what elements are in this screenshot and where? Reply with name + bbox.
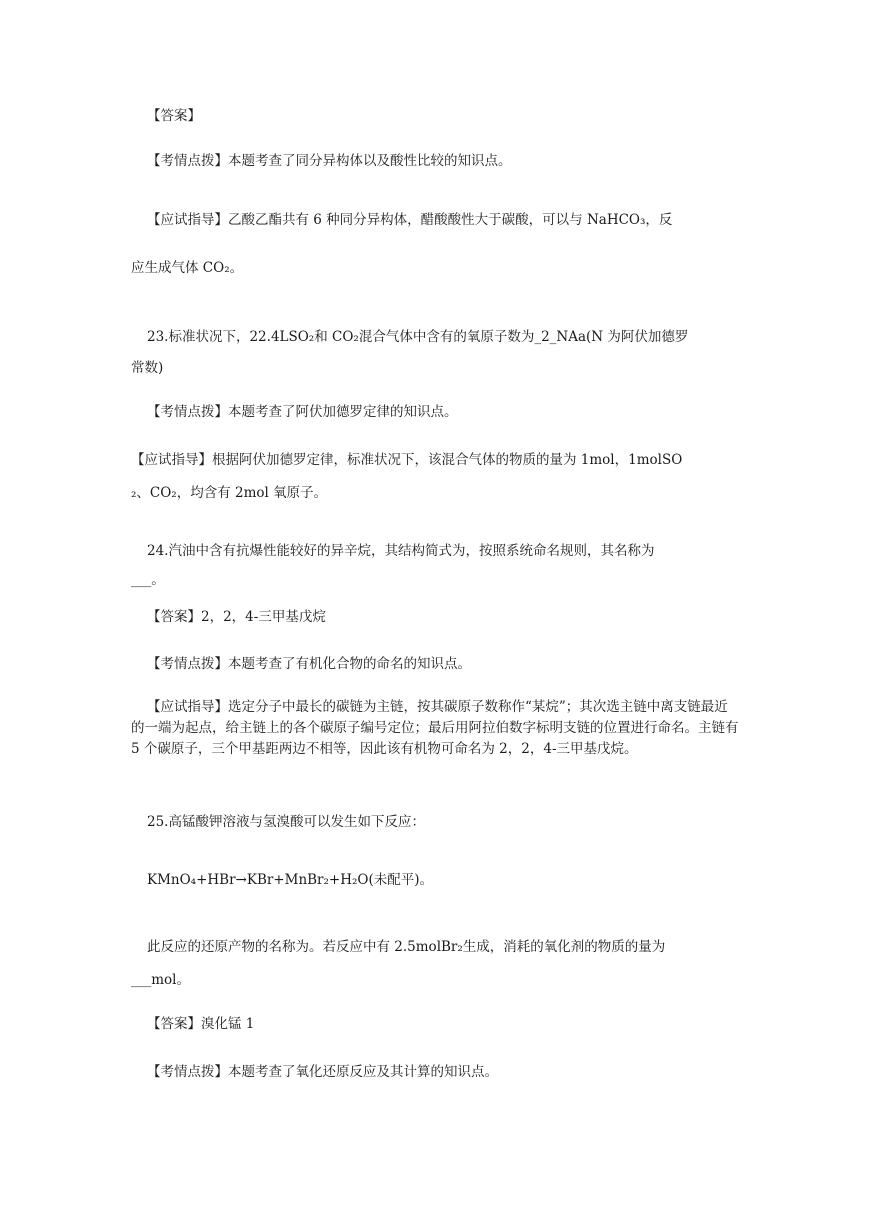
question-23-line: 常数) — [131, 360, 164, 376]
answer-line: 【答案】2，2，4-三甲基戊烷 — [147, 609, 326, 625]
question-25-line: ___mol。 — [131, 972, 190, 988]
test-guidance-paragraph: 【应试指导】选定分子中最长的碳链为主链，按其碳原子数称作“某烷”；其次选主链中离支链最近的一端为起点，给主链上的各个碳原子编号定位；最后用阿拉伯数字标明支链的位置进行命名。主链有 5 个碳原子，三个甲基距两边不相等，因此该有机物可命名为 2，2，4-三甲基戊烷。 — [131, 699, 739, 757]
exam-analysis-line: 【考情点拨】本题考查了氧化还原反应及其计算的知识点。 — [147, 1064, 498, 1080]
exam-analysis-line: 【考情点拨】本题考查了阿伏加德罗定律的知识点。 — [147, 404, 458, 420]
answer-heading: 【答案】 — [147, 108, 201, 124]
question-25-line: 此反应的还原产物的名称为。若反应中有 2.5molBr₂生成，消耗的氧化剂的物质的量为 — [147, 939, 666, 955]
answer-line: 【答案】溴化锰 1 — [147, 1016, 255, 1032]
question-24-line: 24.汽油中含有抗爆性能较好的异辛烷，其结构简式为，按照系统命名规则，其名称为 — [147, 543, 655, 559]
question-25-line: 25.高锰酸钾溶液与氢溴酸可以发生如下反应： — [147, 814, 425, 830]
exam-analysis-line: 【考情点拨】本题考查了有机化合物的命名的知识点。 — [147, 656, 471, 672]
question-24-line: ___。 — [131, 572, 165, 588]
reaction-equation: KMnO₄+HBr→KBr+MnBr₂+H₂O(未配平)。 — [147, 872, 434, 888]
test-guidance-line: 【应试指导】乙酸乙酯共有 6 种同分异构体，醋酸酸性大于碳酸，可以与 NaHCO₃，反 — [147, 212, 673, 228]
question-23-line: 23.标准状况下，22.4LSO₂和 CO₂混合气体中含有的氧原子数为_2_NAa(N 为阿伏加德罗 — [147, 329, 689, 345]
exam-analysis-line: 【考情点拨】本题考查了同分异构体以及酸性比较的知识点。 — [147, 153, 512, 169]
test-guidance-line: 【应试指导】根据阿伏加德罗定律，标准状况下，该混合气体的物质的量为 1mol，1molSO — [131, 452, 683, 468]
test-guidance-line: ₂、CO₂，均含有 2mol 氧原子。 — [131, 485, 328, 501]
test-guidance-line: 应生成气体 CO₂。 — [131, 260, 244, 276]
